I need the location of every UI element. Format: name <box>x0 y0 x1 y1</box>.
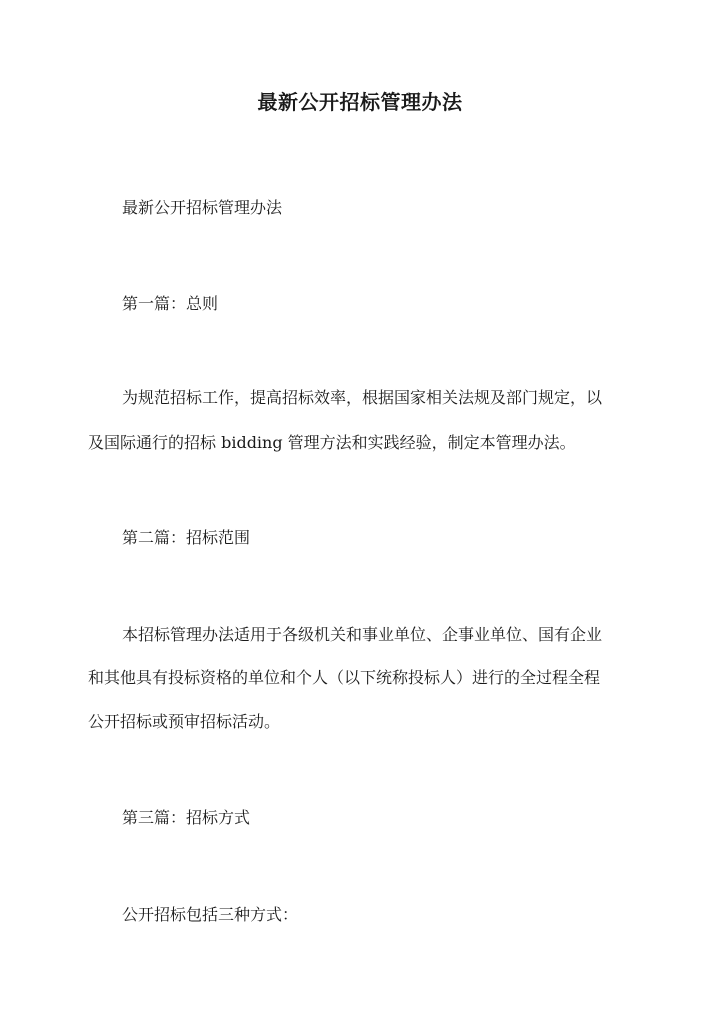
paragraph-line: 公开招标或预审招标活动。 <box>88 712 281 731</box>
paragraph-line: 为规范招标工作，提高招标效率，根据国家相关法规及部门规定，以 <box>122 388 603 407</box>
section-heading-3: 第三篇：招标方式 <box>122 808 251 827</box>
section-heading-1: 第一篇：总则 <box>122 294 219 313</box>
section-heading-2: 第二篇：招标范围 <box>122 528 251 547</box>
document-title: 最新公开招标管理办法 <box>257 90 463 114</box>
document-subtitle: 最新公开招标管理办法 <box>122 198 283 217</box>
paragraph-line: 和其他具有投标资格的单位和个人（以下统称投标人）进行的全过程全程 <box>88 668 601 687</box>
paragraph-line: 及国际通行的招标 bidding 管理方法和实践经验，制定本管理办法。 <box>88 433 576 452</box>
paragraph-line: 公开招标包括三种方式： <box>122 905 299 924</box>
paragraph-line: 本招标管理办法适用于各级机关和事业单位、企事业单位、国有企业 <box>122 625 603 644</box>
